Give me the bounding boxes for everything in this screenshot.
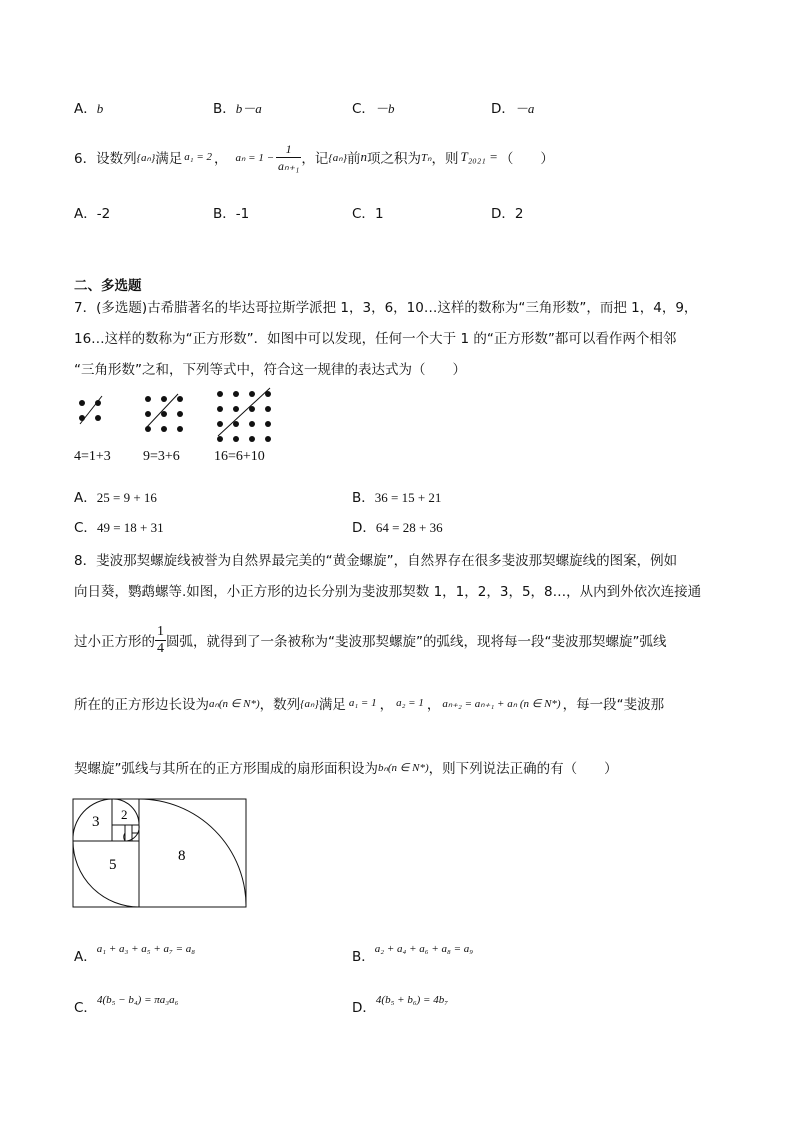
q5-option-d: D．－a bbox=[491, 101, 535, 117]
q7-fig-label-1: 4=1+3 bbox=[74, 449, 111, 464]
q7-line-1: 7．(多选题)古希腊著名的毕达哥拉斯学派把 1，3，6，10…这样的数称为“三角形数”，而把 1，4，9， bbox=[74, 300, 698, 316]
q7-option-c: C．49 = 18 + 31 bbox=[74, 520, 164, 536]
fib-label-5: 5 bbox=[109, 857, 117, 873]
q7-fig-label-2: 9=3+6 bbox=[143, 449, 180, 464]
q5-option-b: B．b－a bbox=[213, 101, 262, 117]
q7-option-d: D．64 = 28 + 36 bbox=[352, 520, 443, 536]
q8-option-b: B． a₂ + a₄ + a₆ + a₈ = a₉ bbox=[352, 943, 474, 965]
q7-line-2: 16…这样的数称为“正方形数”．如图中可以发现，任何一个大于 1 的“正方形数”都可以看作两个相邻 bbox=[74, 331, 677, 347]
q7-option-a: A．25 = 9 + 16 bbox=[74, 490, 157, 506]
q8-line-1: 8．斐波那契螺旋线被誉为自然界最完美的“黄金螺旋”，自然界存在很多斐波那契螺旋线的图案，例如 bbox=[74, 553, 678, 569]
dots-4x4 bbox=[217, 388, 271, 442]
q8-option-a: A． a₁ + a₃ + a₅ + a₇ = a₈ bbox=[74, 943, 196, 965]
q8-line-3: 过小正方形的 $\frac{1}{4}$ 圆弧，就得到了一条被称为“斐波那契螺旋”的弧线，现将每一段“斐波那契螺旋”弧线 bbox=[74, 623, 667, 656]
q6-stem: 6． 设数列 {aₙ} 满足 a₁ = 2 ， aₙ = 1 − $\frac{1}{\text{aₙ₊₁}}$ ，记 {aₙ} 前 n 项之积为 Tₙ ，则 T₂₀₂₁ = （ ） bbox=[74, 141, 554, 173]
q7-option-b: B．36 = 15 + 21 bbox=[352, 490, 442, 506]
q5-option-a: A．b bbox=[74, 101, 104, 117]
q8-option-d: D． 4(b₅ + b₆) = 4b₇ bbox=[352, 994, 449, 1016]
q8-quarter-fraction: $\frac{1}{4}$ bbox=[157, 623, 164, 656]
section-title: 二、多选题 bbox=[74, 278, 142, 294]
q7-dot-figure bbox=[70, 386, 290, 446]
q5-option-c: C．－b bbox=[352, 101, 395, 117]
q6-option-a: A．-2 bbox=[74, 206, 111, 222]
dots-3x3 bbox=[145, 394, 183, 432]
q6-option-d: D．2 bbox=[491, 206, 524, 222]
q8-line-4: 所在的正方形边长设为 aₙ(n ∈ N*) ，数列 {aₙ} 满足 a₁ = 1 ， a₂ = 1 ， aₙ₊₂ = aₙ₊₁ + aₙ (n ∈ N*) ，每一段“斐波那 bbox=[74, 697, 665, 713]
q6-fraction: $\frac{1}{\text{aₙ₊₁}}$ bbox=[278, 141, 300, 173]
fib-label-3: 3 bbox=[92, 814, 100, 830]
q7-line-3: “三角形数”之和，下列等式中，符合这一规律的表达式为（ ） bbox=[74, 362, 466, 378]
q6-option-c: C．1 bbox=[352, 206, 384, 222]
fib-label-8: 8 bbox=[178, 848, 186, 864]
fibonacci-spiral-figure bbox=[72, 798, 250, 910]
dots-2x2 bbox=[79, 396, 102, 424]
q8-line-2: 向日葵，鹦鹉螺等.如图，小正方形的边长分别为斐波那契数 1，1，2，3，5，8…，从内到外依次连接通 bbox=[74, 584, 702, 600]
q8-option-c: C． 4(b₅ − b₄) = πa₃a₆ bbox=[74, 994, 179, 1016]
q6-option-b: B．-1 bbox=[213, 206, 250, 222]
q7-fig-label-3: 16=6+10 bbox=[214, 449, 265, 464]
fib-label-2: 2 bbox=[121, 807, 128, 822]
q8-line-5: 契螺旋”弧线与其所在的正方形围成的扇形面积设为 bₙ(n ∈ N*) ，则下列说法正确的有（ ） bbox=[74, 761, 618, 777]
